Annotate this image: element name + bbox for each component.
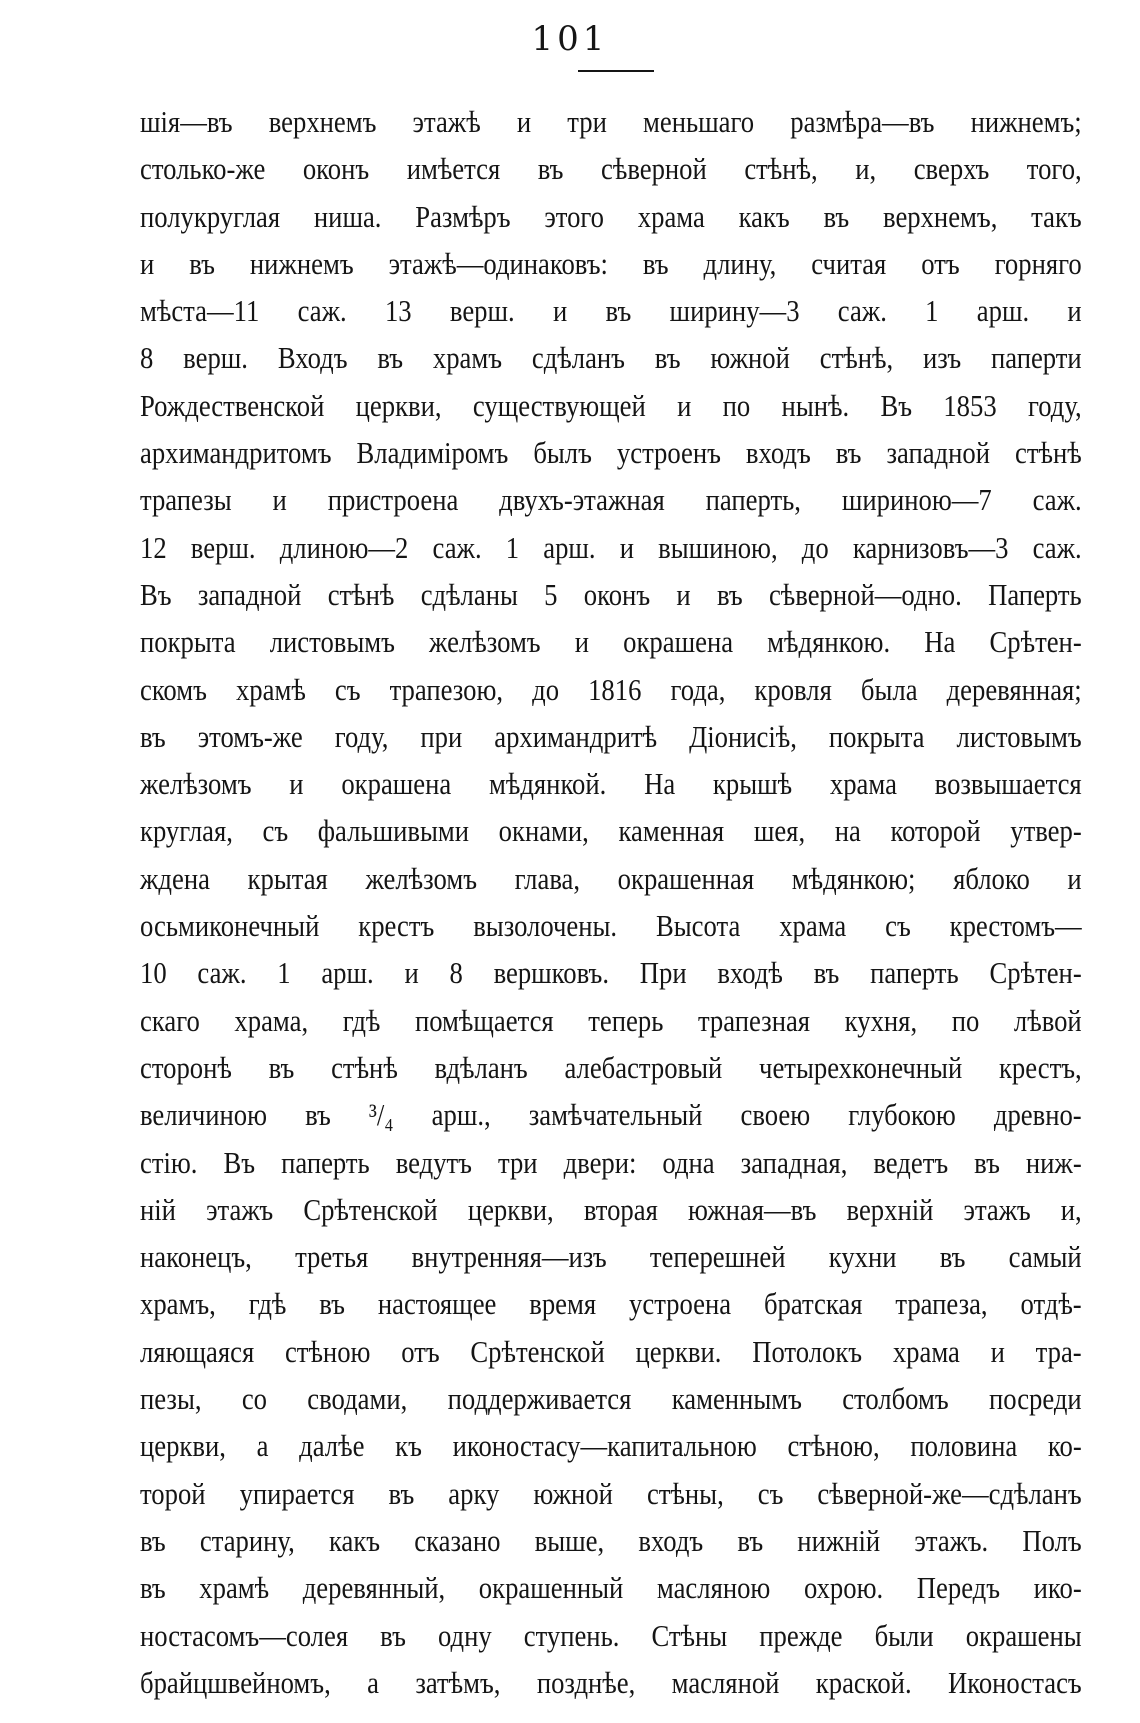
text-line: пезы, со сводами, поддерживается каменнымъ столбомъ посреди bbox=[140, 1381, 1082, 1417]
text-line: архимандритомъ Владиміромъ былъ устроенъ входъ въ западной стѣнѣ bbox=[140, 435, 1082, 471]
text-line: полукруглая ниша. Размѣръ этого храма какъ въ верхнемъ, такъ bbox=[140, 198, 1082, 234]
text-line: скомъ храмѣ съ трапезою, до 1816 года, кровля была деревянная; bbox=[140, 671, 1082, 707]
text-line: ждена крытая желѣзомъ глава, окрашенная мѣдянкою; яблоко и bbox=[140, 860, 1082, 896]
text-line: 12 верш. длиною—2 саж. 1 арш. и вышиною, до карнизовъ—3 саж. bbox=[140, 529, 1082, 565]
text-line: осьмиконечный крестъ вызолочены. Высота храма съ крестомъ— bbox=[140, 908, 1082, 944]
text-line: мѣста—11 саж. 13 верш. и въ ширину—3 саж. 1 арш. и bbox=[140, 293, 1082, 329]
text-line: стію. Въ паперть ведутъ три двери: одна западная, ведетъ въ ниж- bbox=[140, 1144, 1082, 1180]
text-line: покрыта листовымъ желѣзомъ и окрашена мѣдянкою. На Срѣтен- bbox=[140, 624, 1082, 660]
page-number-underline bbox=[578, 70, 654, 72]
text-line: скаго храма, гдѣ помѣщается теперь трапезная кухня, по лѣвой bbox=[140, 1002, 1082, 1038]
text-line: 8 верш. Входъ въ храмъ сдѣланъ въ южной стѣнѣ, изъ паперти bbox=[140, 340, 1082, 376]
text-line: церкви, а далѣе къ иконостасу—капитальною стѣною, половина ко- bbox=[140, 1428, 1082, 1464]
text-line: ляющаяся стѣною отъ Срѣтенской церкви. Потолокъ храма и тра- bbox=[140, 1333, 1082, 1369]
text-line: ній этажъ Срѣтенской церкви, вторая южная—въ верхній этажъ и, bbox=[140, 1191, 1082, 1227]
text-line: въ этомъ-же году, при архимандритѣ Діонисіѣ, покрыта листовымъ bbox=[140, 718, 1082, 754]
text-line: сторонѣ въ стѣнѣ вдѣланъ алебастровый четырехконечный крестъ, bbox=[140, 1049, 1082, 1085]
text-line: 10 саж. 1 арш. и 8 вершковъ. При входѣ въ паперть Срѣтен- bbox=[140, 955, 1082, 991]
text-line: ностасомъ—солея въ одну ступень. Стѣны прежде были окрашены bbox=[140, 1617, 1082, 1653]
text-line: круглая, съ фальшивыми окнами, каменная шея, на которой утвер- bbox=[140, 813, 1082, 849]
text-line: трапезы и пристроена двухъ-этажная паперть, шириною—7 саж. bbox=[140, 482, 1082, 518]
text-line: величиною въ ³/₄ арш., замѣчательный своею глубокою древно- bbox=[140, 1097, 1082, 1133]
text-line: Въ западной стѣнѣ сдѣланы 5 оконъ и въ сѣверной—одно. Паперть bbox=[140, 576, 1082, 612]
text-line: желѣзомъ и окрашена мѣдянкой. На крышѣ храма возвышается bbox=[140, 766, 1082, 802]
text-line: и въ нижнемъ этажѣ—одинаковъ: въ длину, считая отъ горняго bbox=[140, 245, 1082, 281]
text-line: наконецъ, третья внутренняя—изъ теперешней кухни въ самый bbox=[140, 1239, 1082, 1275]
text-line: шія—въ верхнемъ этажѣ и три меньшаго размѣра—въ нижнемъ; bbox=[140, 104, 1082, 139]
body-text bbox=[140, 98, 1082, 1706]
text-line: въ храмѣ деревянный, окрашенный масляною охрою. Передъ ико- bbox=[140, 1570, 1082, 1606]
text-line: храмъ, гдѣ въ настоящее время устроена братская трапеза, отдѣ- bbox=[140, 1286, 1082, 1322]
text-line: въ старину, какъ сказано выше, входъ въ нижній этажъ. Полъ bbox=[140, 1522, 1082, 1558]
text-line: брайцшвейномъ, а затѣмъ, позднѣе, масляной краской. Иконостасъ bbox=[140, 1664, 1082, 1700]
page-number: 101 bbox=[531, 19, 609, 59]
text-line: столько-же оконъ имѣется въ сѣверной стѣнѣ, и, сверхъ того, bbox=[140, 151, 1082, 187]
text-line: торой упирается въ арку южной стѣны, съ сѣверной-же—сдѣланъ bbox=[140, 1475, 1082, 1511]
text-line: Рождественской церкви, существующей и по нынѣ. Въ 1853 году, bbox=[140, 387, 1082, 423]
